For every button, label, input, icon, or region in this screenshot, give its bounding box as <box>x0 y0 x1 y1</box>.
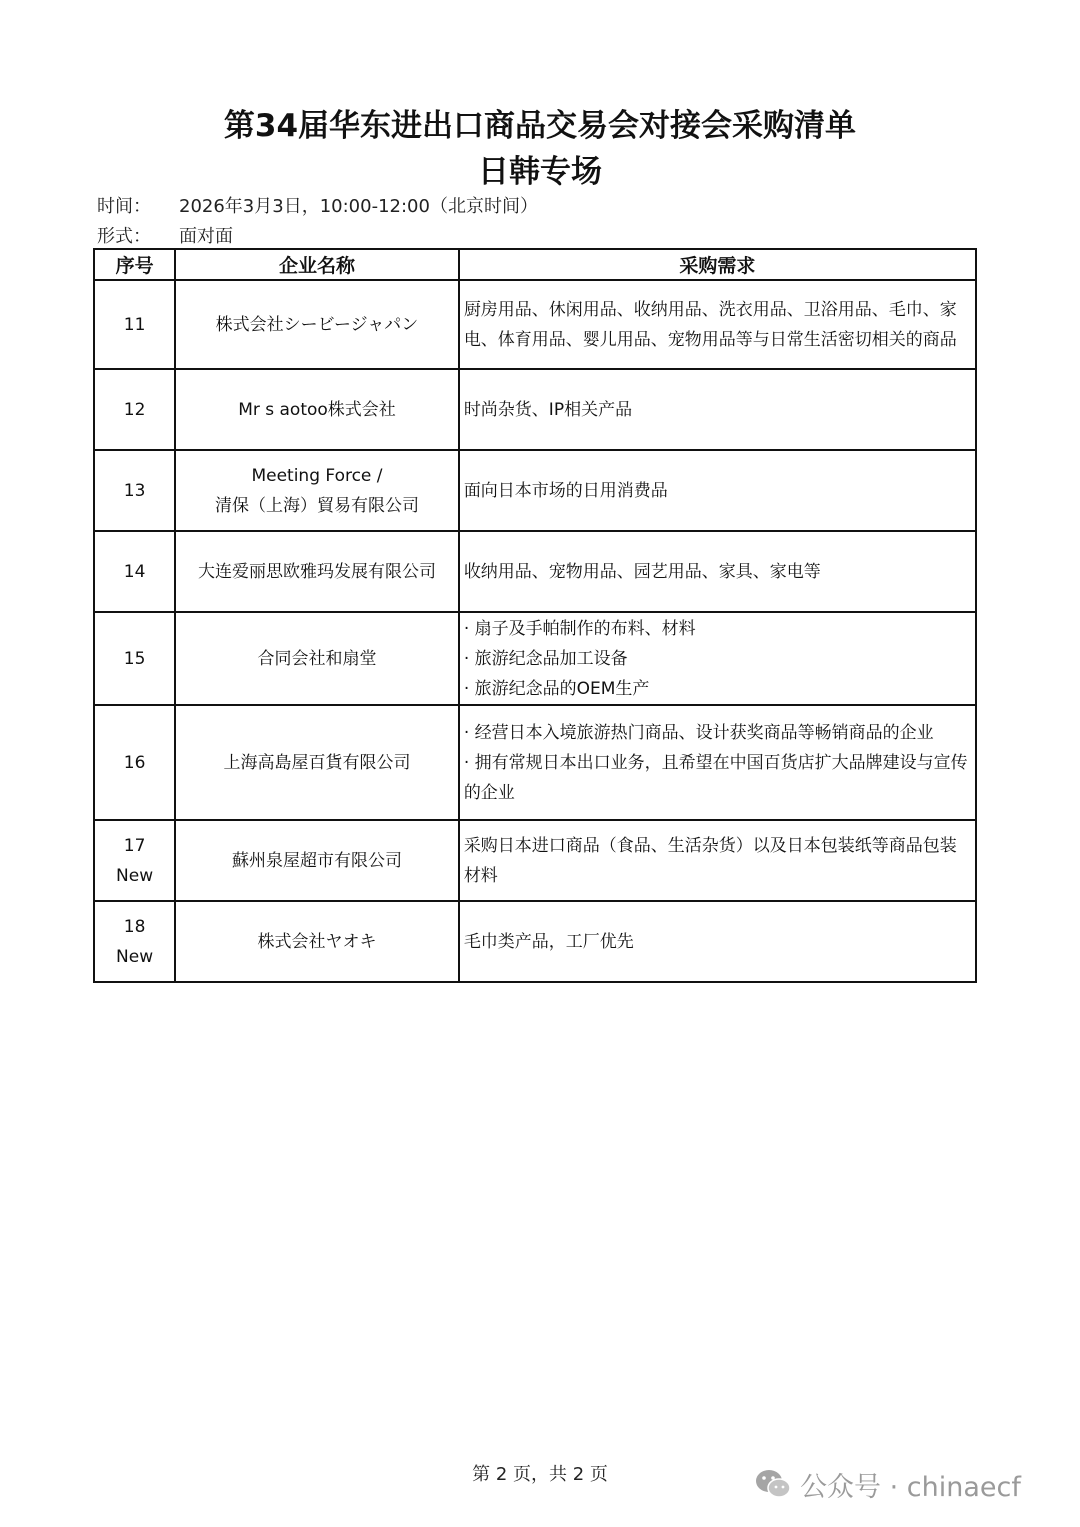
row-requirement: 采购日本进口商品（食品、生活杂货）以及日本包装纸等商品包装材料 <box>459 820 976 901</box>
row-company: Mr s aotoo株式会社 <box>175 369 459 450</box>
requirement-item: · 经营日本入境旅游热门商品、设计获奖商品等畅销商品的企业 <box>463 722 934 743</box>
table-row <box>94 612 976 705</box>
table-header-row <box>94 249 976 280</box>
company-line: Meeting Force / <box>251 465 383 486</box>
table-row <box>94 450 976 531</box>
row-no: 12 <box>94 369 175 450</box>
row-no-number: 18 <box>123 916 146 937</box>
header-requirement: 采购需求 <box>459 249 976 280</box>
procurement-table <box>93 248 977 983</box>
page-number: 第 2 页，共 2 页 <box>472 1464 608 1485</box>
row-no: 11 <box>94 280 175 369</box>
row-company: 蘇州泉屋超市有限公司 <box>175 820 459 901</box>
table-row <box>94 531 976 612</box>
row-no: 13 <box>94 450 175 531</box>
form-label: 形式： <box>97 226 151 247</box>
form-value: 面对面 <box>179 226 233 247</box>
row-requirement: 面向日本市场的日用消费品 <box>459 450 976 531</box>
row-no-number: 17 <box>123 835 146 856</box>
row-no: 15 <box>94 612 175 705</box>
row-no <box>94 901 175 982</box>
company-line: 清保（上海）貿易有限公司 <box>214 495 419 516</box>
wechat-icon <box>754 1467 792 1501</box>
row-company: 上海高島屋百貨有限公司 <box>175 705 459 820</box>
row-company <box>175 450 459 531</box>
row-company: 株式会社シービージャパン <box>175 280 459 369</box>
table-row <box>94 280 976 369</box>
row-no: 14 <box>94 531 175 612</box>
watermark-text: 公众号 · chinaecf <box>800 1471 1021 1503</box>
header-no: 序号 <box>94 249 175 280</box>
requirement-item: · 拥有常规日本出口业务，且希望在中国百货店扩大品牌建设与宣传的企业 <box>463 752 968 803</box>
requirement-item: · 扇子及手帕制作的布料、材料 <box>463 618 696 639</box>
row-no <box>94 820 175 901</box>
document-subtitle: 日韩专场 <box>478 154 602 190</box>
new-tag: New <box>116 865 154 886</box>
row-requirement: 厨房用品、休闲用品、收纳用品、洗衣用品、卫浴用品、毛巾、家电、体育用品、婴儿用品、宠物用品等与日常生活密切相关的商品 <box>459 280 976 369</box>
meta-time <box>97 192 538 218</box>
header-company: 企业名称 <box>175 249 459 280</box>
row-requirement: 收纳用品、宠物用品、园艺用品、家具、家电等 <box>459 531 976 612</box>
table-row <box>94 901 976 982</box>
meta-form <box>97 222 233 248</box>
watermark <box>754 1464 1021 1504</box>
row-requirement <box>459 705 976 820</box>
table-row <box>94 369 976 450</box>
time-label: 时间： <box>97 196 151 217</box>
row-requirement <box>459 612 976 705</box>
row-no: 16 <box>94 705 175 820</box>
row-requirement: 时尚杂货、IP相关产品 <box>459 369 976 450</box>
row-company: 大连爱丽思欧雅玛发展有限公司 <box>175 531 459 612</box>
new-tag: New <box>116 946 154 967</box>
document-title: 第34届华东进出口商品交易会对接会采购清单 <box>223 108 857 144</box>
row-requirement: 毛巾类产品，工厂优先 <box>459 901 976 982</box>
table-row <box>94 705 976 820</box>
requirement-item: · 旅游纪念品加工设备 <box>463 648 628 669</box>
table-row <box>94 820 976 901</box>
time-value: 2026年3月3日，10:00-12:00（北京时间） <box>179 196 538 217</box>
row-company: 合同会社和扇堂 <box>175 612 459 705</box>
requirement-item: · 旅游纪念品的OEM生产 <box>463 678 650 699</box>
row-company: 株式会社ヤオキ <box>175 901 459 982</box>
